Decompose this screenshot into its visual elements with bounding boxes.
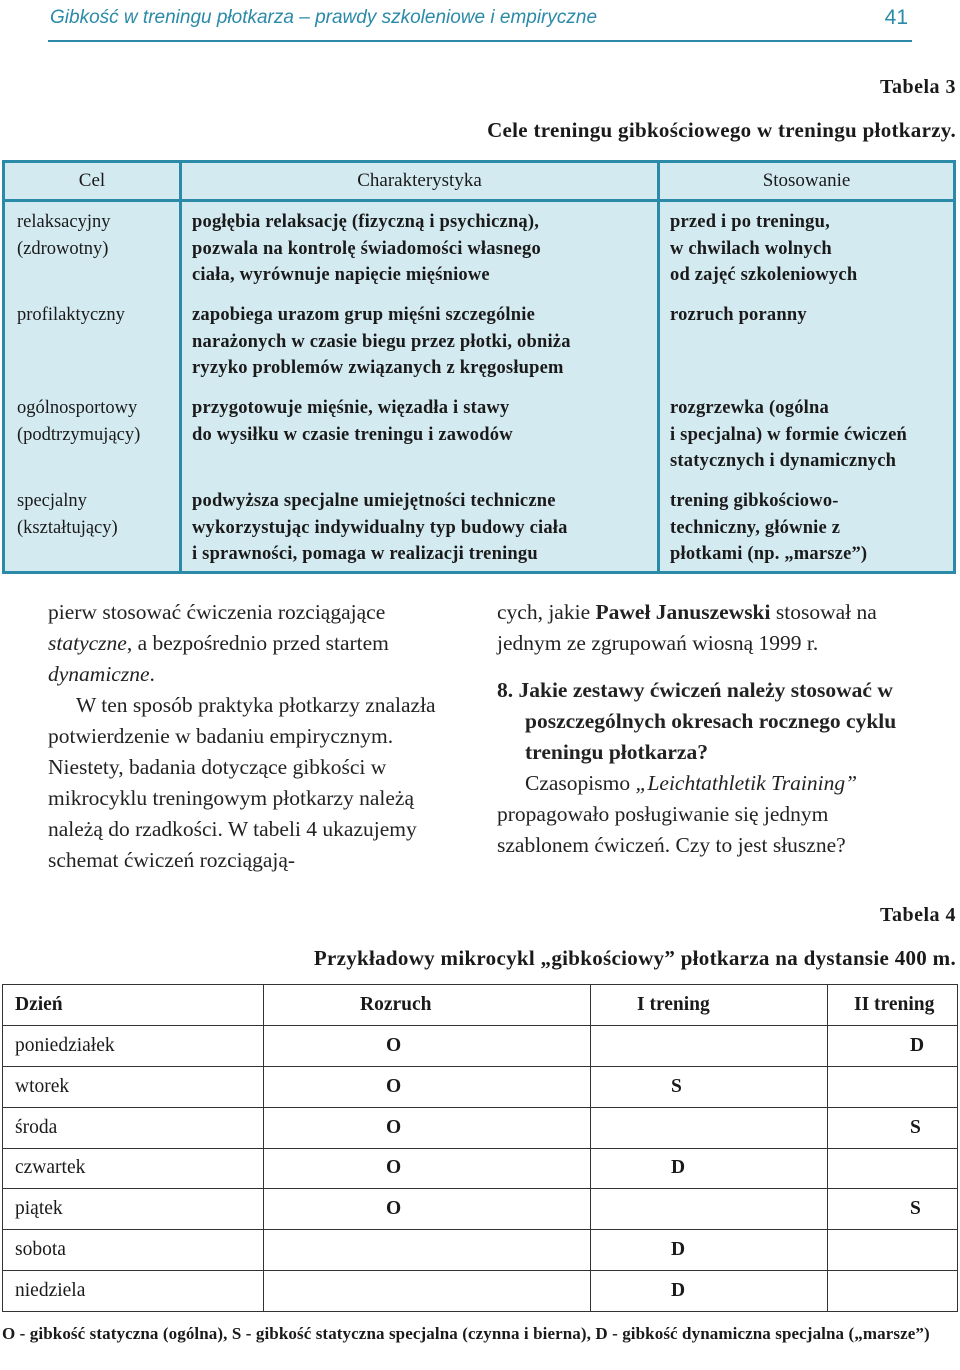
header-title: Gibkość w treningu płotkarza – prawdy szkoleniowe i empiryczne <box>50 7 598 28</box>
table3 <box>2 160 956 574</box>
table4-header-day: Dzień <box>3 985 264 1026</box>
table4-legend: O - gibkość statyczna (ogólna), S - gibkość statyczna specjalna (czynna i bierna), D - gibkość dynamiczna specjalna („marsze”) <box>2 1324 930 1343</box>
table3-row2-application: rozruch poranny <box>670 305 807 325</box>
table-row: środa O S <box>3 1107 958 1148</box>
table3-row1-characteristic: pogłębia relaksację (fizyczną i psychiczną), pozwala na kontrolę świadomości własnego ciała, wyrównuje napięcie mięśniowe <box>192 212 541 285</box>
table3-row3-characteristic: przygotowuje mięśnie, więzadła i stawy do wysiłku w czasie treningu i zawodów <box>192 398 513 445</box>
table4-header-rozruch: Rozruch <box>264 985 591 1026</box>
right-paragraph-1: cych, jakie Paweł Januszewski stosował na jednym ze zgrupowań wiosną 1999 r. <box>497 600 877 655</box>
right-paragraph-2: Czasopismo „Leichtathletik Training” propagowało posługiwanie się jednym szablonem ćwiczeń. Czy to jest słuszne? <box>497 771 858 857</box>
table4-caption: Przykładowy mikrocykl „gibkościowy” płotkarza na dystansie 400 m. <box>313 946 956 970</box>
table3-header-charakterystyka: Charakterystyka <box>357 170 482 191</box>
table3-row2-characteristic: zapobiega urazom grup mięśni szczególnie narażonych w czasie biegu przez płotki, obniża ryzyko problemów związanych z kręgosłupem <box>192 305 571 378</box>
body-right-column <box>497 597 913 861</box>
running-header <box>48 0 912 42</box>
table3-header-stosowanie: Stosowanie <box>762 170 851 191</box>
table3-row1-application: przed i po treningu, w chwilach wolnych od zajęć szkoleniowych <box>670 212 858 285</box>
left-paragraph-1: pierw stosować ćwiczenia rozciągające statyczne, a bezpośrednio przed startem dynamiczne. <box>48 600 389 686</box>
table4-label: Tabela 4 <box>879 904 956 926</box>
table3-row1-goal: relaksacyjny (zdrowotny) <box>17 212 111 259</box>
table-row: sobota D <box>3 1230 958 1271</box>
question-8: 8. Jakie zestawy ćwiczeń należy stosować w poszczególnych okresach rocznego cyklu treningu płotkarza? <box>497 678 897 764</box>
table-row: wtorek O S <box>3 1066 958 1107</box>
left-paragraph-2: W ten sposób praktyka płotkarzy znalazła potwierdzenie w badaniu empirycznym. Niestety, badania dotyczące gibkości w mikrocyklu treningowym płotkarzy należą należą do rzadkości. W tabeli 4 ukazujemy schemat ćwiczeń rozciągają- <box>48 693 436 872</box>
body-left-column <box>48 597 464 876</box>
table3-row2-goal: profilaktyczny <box>17 305 125 325</box>
table3-row3-goal: ogólnosportowy (podtrzymujący) <box>17 398 141 445</box>
table3-caption: Cele treningu gibkościowego w treningu płotkarzy. <box>487 118 956 142</box>
table-row: niedziela D <box>3 1271 958 1312</box>
table4-header-trening2: II trening <box>828 985 958 1026</box>
page-number: 41 <box>884 6 908 29</box>
table3-label: Tabela 3 <box>879 76 956 98</box>
table3-row4-goal: specjalny (kształtujący) <box>17 491 118 538</box>
table-row: piątek O S <box>3 1189 958 1230</box>
table4-header-trening1: I trening <box>591 985 828 1026</box>
table3-row4-characteristic: podwyższa specjalne umiejętności techniczne wykorzystując indywidualny typ budowy ciała i sprawności, pomaga w realizacji treningu <box>192 491 568 564</box>
table-row: poniedziałek O D <box>3 1025 958 1066</box>
table-row: czwartek O D <box>3 1148 958 1189</box>
table3-header-cel: Cel <box>78 170 106 191</box>
table3-row4-application: trening gibkościowo- techniczny, głównie z płotkami (np. „marsze”) <box>670 491 868 564</box>
table3-row3-application: rozgrzewka (ogólna i specjalna) w formie ćwiczeń statycznych i dynamicznych <box>670 398 907 471</box>
table4 <box>2 984 958 1312</box>
